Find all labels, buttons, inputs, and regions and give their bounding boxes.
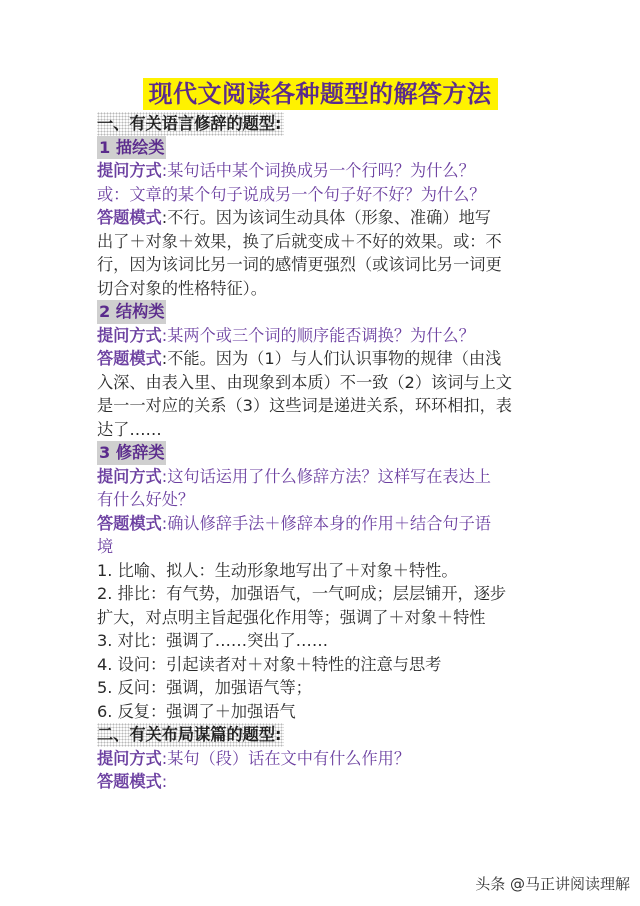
cat1-answer-line-2: 出了＋对象＋效果，换了后就变成＋不好的效果。或：不: [97, 231, 502, 251]
category-3-line: [97, 441, 557, 465]
answer-text: :确认修辞手法＋修辞本身的作用＋结合句子语: [161, 513, 491, 533]
question-text: :某句话中某个词换成另一个行吗？为什么？: [161, 161, 475, 180]
cat1-answer-line-3: 行，因为该词比另一词的感情更强烈（或该词比另一词更: [97, 255, 502, 274]
answer-text: :: [161, 772, 168, 791]
section-heading-2: 二、有关布局谋篇的题型:: [97, 723, 284, 747]
cat1-question-line-1: [97, 159, 557, 183]
cat2-answer-line-1: [97, 347, 557, 371]
answer-text: :不能。因为（1）与人们认识事物的规律（由浅: [161, 349, 502, 368]
section-heading-1: 一、有关语言修辞的题型:: [97, 112, 284, 136]
cat3-question-line-2: 有什么好处？: [97, 490, 195, 509]
cat3-answer-line-1: [97, 512, 557, 536]
section-heading-2-line: [97, 723, 557, 747]
category-heading-3: 3 修辞类: [97, 441, 166, 465]
list-item-3: 3. 对比：强调了……突出了……: [97, 631, 329, 650]
cat4-answer-line-1: [97, 770, 557, 794]
watermark: 头条 @马正讲阅读理解: [475, 875, 630, 893]
list-item-2: 2. 排比：有气势，加强语气，一气呵成；层层铺开，逐步: [97, 584, 507, 603]
list-item-5: 5. 反问：强调，加强语气等；: [97, 678, 312, 697]
list-item-2-cont: 扩大，对点明主旨起强化作用等；强调了＋对象＋特性: [97, 607, 486, 627]
list-item-6: 6. 反复：强调了＋加强语气: [97, 701, 296, 721]
question-label: 提问方式: [97, 161, 162, 180]
category-1-line: [97, 136, 557, 160]
question-text: :这句话运用了什么修辞方法？这样写在表达上: [161, 466, 491, 486]
cat3-answer-line-2: 境: [97, 537, 114, 556]
cat1-answer-line-1: [97, 206, 557, 230]
cat2-answer-line-4: 达了……: [97, 419, 162, 439]
answer-text: :不行。因为该词生动具体（形象、准确）地写: [161, 208, 491, 227]
category-2-line: [97, 300, 557, 324]
category-heading-2: 2 结构类: [97, 300, 166, 324]
answer-label: 答题模式: [97, 349, 162, 368]
cat4-question-line-1: [97, 747, 557, 771]
answer-label: 答题模式: [97, 513, 162, 533]
question-label: 提问方式: [97, 325, 162, 345]
cat1-question-line-2: 或：文章的某个句子说成另一个句子好不好？为什么？: [97, 184, 486, 204]
cat1-answer-line-4: 切合对象的性格特征）。: [97, 278, 267, 298]
question-label: 提问方式: [97, 466, 162, 486]
cat2-answer-line-3: 是一一对应的关系（3）这些词是递进关系，环环相扣，表: [97, 396, 512, 415]
title-wrap: [0, 78, 640, 110]
document-body: [97, 112, 557, 794]
section-heading-1-line: [97, 112, 557, 136]
question-text: :某句（段）话在文中有什么作用？: [161, 748, 411, 768]
answer-label: 答题模式: [97, 208, 162, 227]
question-text: :某两个或三个词的顺序能否调换？为什么？: [161, 325, 475, 345]
list-item-1: 1. 比喻、拟人：生动形象地写出了＋对象＋特性。: [97, 560, 458, 580]
question-label: 提问方式: [97, 748, 162, 768]
cat3-question-line-1: [97, 465, 557, 489]
cat2-answer-line-2: 入深、由表入里、由现象到本质）不一致（2）该词与上文: [97, 372, 512, 392]
page-title: 现代文阅读各种题型的解答方法: [143, 78, 498, 110]
answer-label: 答题模式: [97, 772, 162, 791]
category-heading-1: 1 描绘类: [97, 136, 166, 160]
list-item-4: 4. 设问：引起读者对＋对象＋特性的注意与思考: [97, 654, 442, 674]
cat2-question-line-1: [97, 324, 557, 348]
